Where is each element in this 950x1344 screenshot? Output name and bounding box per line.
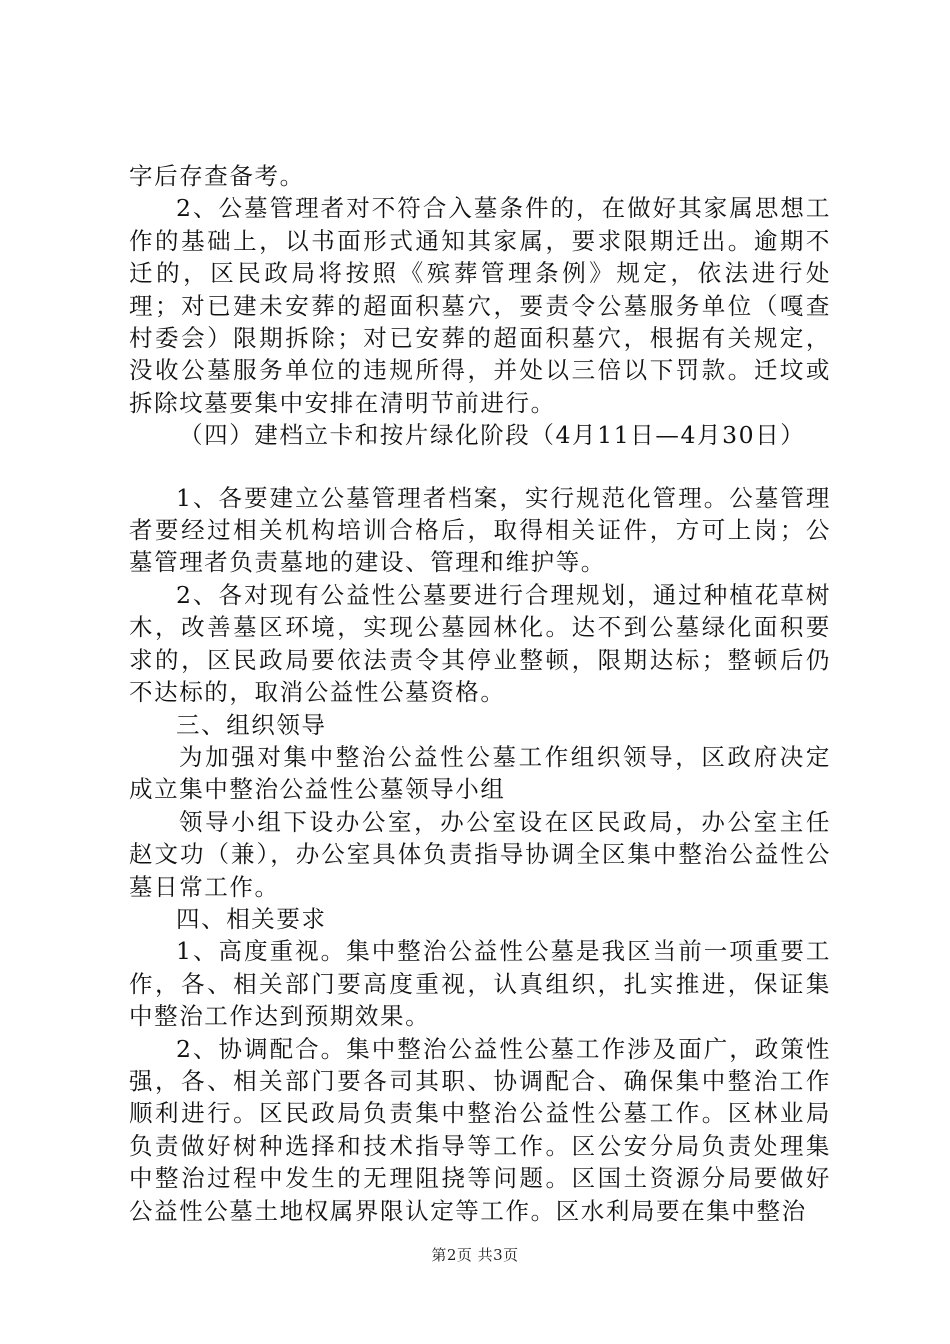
paragraph-item-2-greening: 2、各对现有公益性公墓要进行合理规划，通过种植花草树木，改善墓区环境，实现公墓园林化。达不到公墓绿化面积要求的，区民政局要依法责令其停业整顿，限期达标；整顿后仍不达标的，取消公益性公墓资格。 <box>129 580 831 707</box>
paragraph-office: 领导小组下设办公室，办公室设在区民政局，办公室主任赵文功（兼），办公室具体负责指导协调全区集中整治公益性公墓日常工作。 <box>129 807 831 901</box>
section-heading-organization: 三、组织领导 <box>176 710 327 739</box>
section-heading-requirements: 四、相关要求 <box>176 904 327 933</box>
paragraph-leading-group: 为加强对集中整治公益性公墓工作组织领导，区政府决定成立集中整治公益性公墓领导小组 <box>129 742 831 804</box>
paragraph-item-1-archives: 1、各要建立公墓管理者档案，实行规范化管理。公墓管理者要经过相关机构培训合格后，取得相关证件，方可上岗；公墓管理者负责墓地的建设、管理和维护等。 <box>129 483 831 577</box>
section-heading-phase-four: （四）建档立卡和按片绿化阶段（4月11日—4月30日） <box>179 421 806 450</box>
paragraph-item-1-attention: 1、高度重视。集中整治公益性公墓是我区当前一项重要工作，各、相关部门要高度重视，认真组织，扎实推进，保证集中整治工作达到预期效果。 <box>129 937 831 1031</box>
page-number-footer: 第2页 共3页 <box>431 1246 519 1264</box>
paragraph-item-2-coordination: 2、协调配合。集中整治公益性公墓工作涉及面广，政策性强，各、相关部门要各司其职、协调配合、确保集中整治工作顺利进行。区民政局负责集中整治公益性公墓工作。区林业局负责做好树种选择和技术指导等工作。区公安分局负责处理集中整治过程中发生的无理阻挠等问题。区国土资源分局要做好公益性公墓土地权属界限认定等工作。区水利局要在集中整治 <box>129 1034 831 1225</box>
paragraph-continuation: 字后存查备考。 <box>129 162 305 190</box>
paragraph-item-2-relocation: 2、公墓管理者对不符合入墓条件的，在做好其家属思想工作的基础上，以书面形式通知其家属，要求限期迁出。逾期不迁的，区民政局将按照《殡葬管理条例》规定，依法进行处理；对已建未安葬的超面积墓穴，要责令公墓服务单位（嘎查村委会）限期拆除；对已安葬的超面积墓穴，根据有关规定，没收公墓服务单位的违规所得，并处以三倍以下罚款。迁坟或拆除坟墓要集中安排在清明节前进行。 <box>129 194 831 417</box>
document-body <box>129 160 831 1227</box>
